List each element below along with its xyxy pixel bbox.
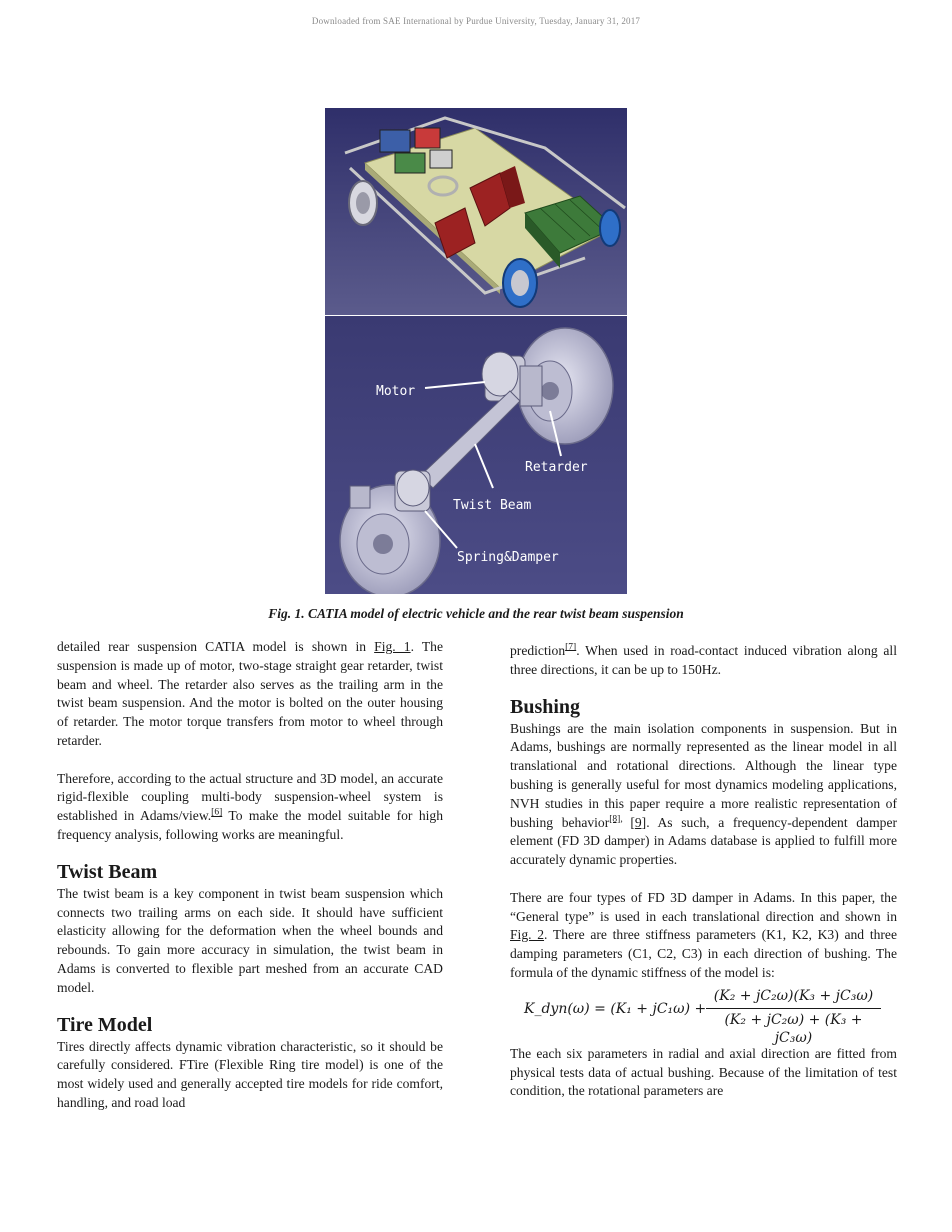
formula-numerator: (K₂ + jC₂ω)(K₃ + jC₃ω) (706, 987, 881, 1009)
ref-8-link[interactable]: [8] (609, 814, 621, 825)
paragraph (57, 770, 443, 845)
formula-lhs: K_dyn(ω) = (K₁ + jC₁ω) + (524, 1000, 707, 1017)
vehicle-model-image (325, 108, 627, 315)
text: Therefore, according to the actual structure and 3D model, an accurate rigid-flexible coupling multi-body suspension-wheel system is established in Adams/view. (57, 770, 443, 824)
text: Bushings are the main isolation components in suspension. But in Adams, bushings are normally represented as the linear model in all translational and rotational directions. Although the linear type bushing is generally useful for most dynamics modeling applications, NVH studies in this paper require a more realistic representation of bushing behavior (510, 720, 897, 830)
paragraph: The each six parameters in radial and axial direction are fitted from physical tests data of actual bushing. Because of the limitation of test condition, the rotational parameters are (510, 1045, 897, 1099)
paragraph: Tires directly affects dynamic vibration characteristic, so it should be carefully considered. FTire (Flexible Ring tire model) is one of the most widely used and generally accepted tire models for ride comfort, handling, and road load (57, 1038, 443, 1110)
dynamic-stiffness-formula (510, 987, 897, 1047)
ref-9-link[interactable]: [9] (630, 814, 647, 830)
ref-7-link[interactable]: [7] (565, 642, 577, 653)
left-column (57, 638, 443, 1113)
text: . The suspension is made up of motor, two-stage straight gear retarder, twist beam and wheel. The retarder also serves as the trailing arm in the twist beam suspension. And the motor is bolted on the outer housing of retarder. The motor torque transfers from motor to wheel through retarder. (57, 639, 443, 748)
label-twist-beam: Twist Beam (453, 498, 532, 513)
text: , (620, 814, 631, 825)
paragraph (57, 638, 443, 751)
section-heading-tire-model: Tire Model (57, 1013, 153, 1036)
figure-caption: Fig. 1. CATIA model of electric vehicle and the rear twist beam suspension (268, 606, 684, 621)
text: prediction (510, 643, 566, 658)
download-header: Downloaded from SAE International by Purdue University, Tuesday, January 31, 2017 (311, 16, 641, 26)
text: . When used in road-contact induced vibration along all three directions, it can be up to 150Hz. (510, 643, 897, 677)
text: . There are three stiffness parameters (K1, K2, K3) and three damping parameters (C1, C2, C3) in each direction of bushing. The formula of the dynamic stiffness of the model is: (510, 927, 897, 980)
ref-6-link[interactable]: [6] (211, 807, 223, 818)
paragraph (510, 889, 897, 983)
formula-denominator: (K₂ + jC₂ω) + (K₃ + jC₃ω) (724, 1011, 863, 1047)
paragraph (510, 642, 897, 680)
text: . As such, a frequency-dependent damper element (FD 3D damper) in Adams database is applied to fulfill more accurately dynamic properties. (510, 814, 898, 868)
section-heading-twist-beam: Twist Beam (57, 860, 158, 883)
paragraph (510, 720, 897, 870)
text: There are four types of FD 3D damper in Adams. In this paper, the “General type” is used in each translational direction and shown in (510, 889, 897, 924)
label-spring-damper: Spring&Damper (457, 550, 559, 565)
fig-2-link[interactable]: Fig. 2 (510, 927, 545, 943)
section-heading-bushing: Bushing (510, 695, 581, 718)
figure-1 (325, 108, 627, 594)
formula-fraction (706, 987, 881, 1048)
text: To make the model suitable for high frequency analysis, following works are meaningful. (57, 808, 443, 842)
text: detailed rear suspension CATIA model is shown in (57, 639, 375, 654)
label-motor: Motor (376, 384, 416, 399)
fig-1-link[interactable]: Fig. 1 (374, 639, 411, 654)
right-column (510, 642, 897, 1101)
paragraph: The twist beam is a key component in twist beam suspension which connects two trailing arms on each side. It should have sufficient elasticity allowing for the deformation when the wheel bounds and rebounds. To gain more accuracy in simulation, the twist beam in Adams is converted to flexible part meshed from an accurate CAD model. (57, 885, 443, 995)
label-retarder: Retarder (525, 460, 588, 475)
suspension-model-image (325, 316, 627, 594)
